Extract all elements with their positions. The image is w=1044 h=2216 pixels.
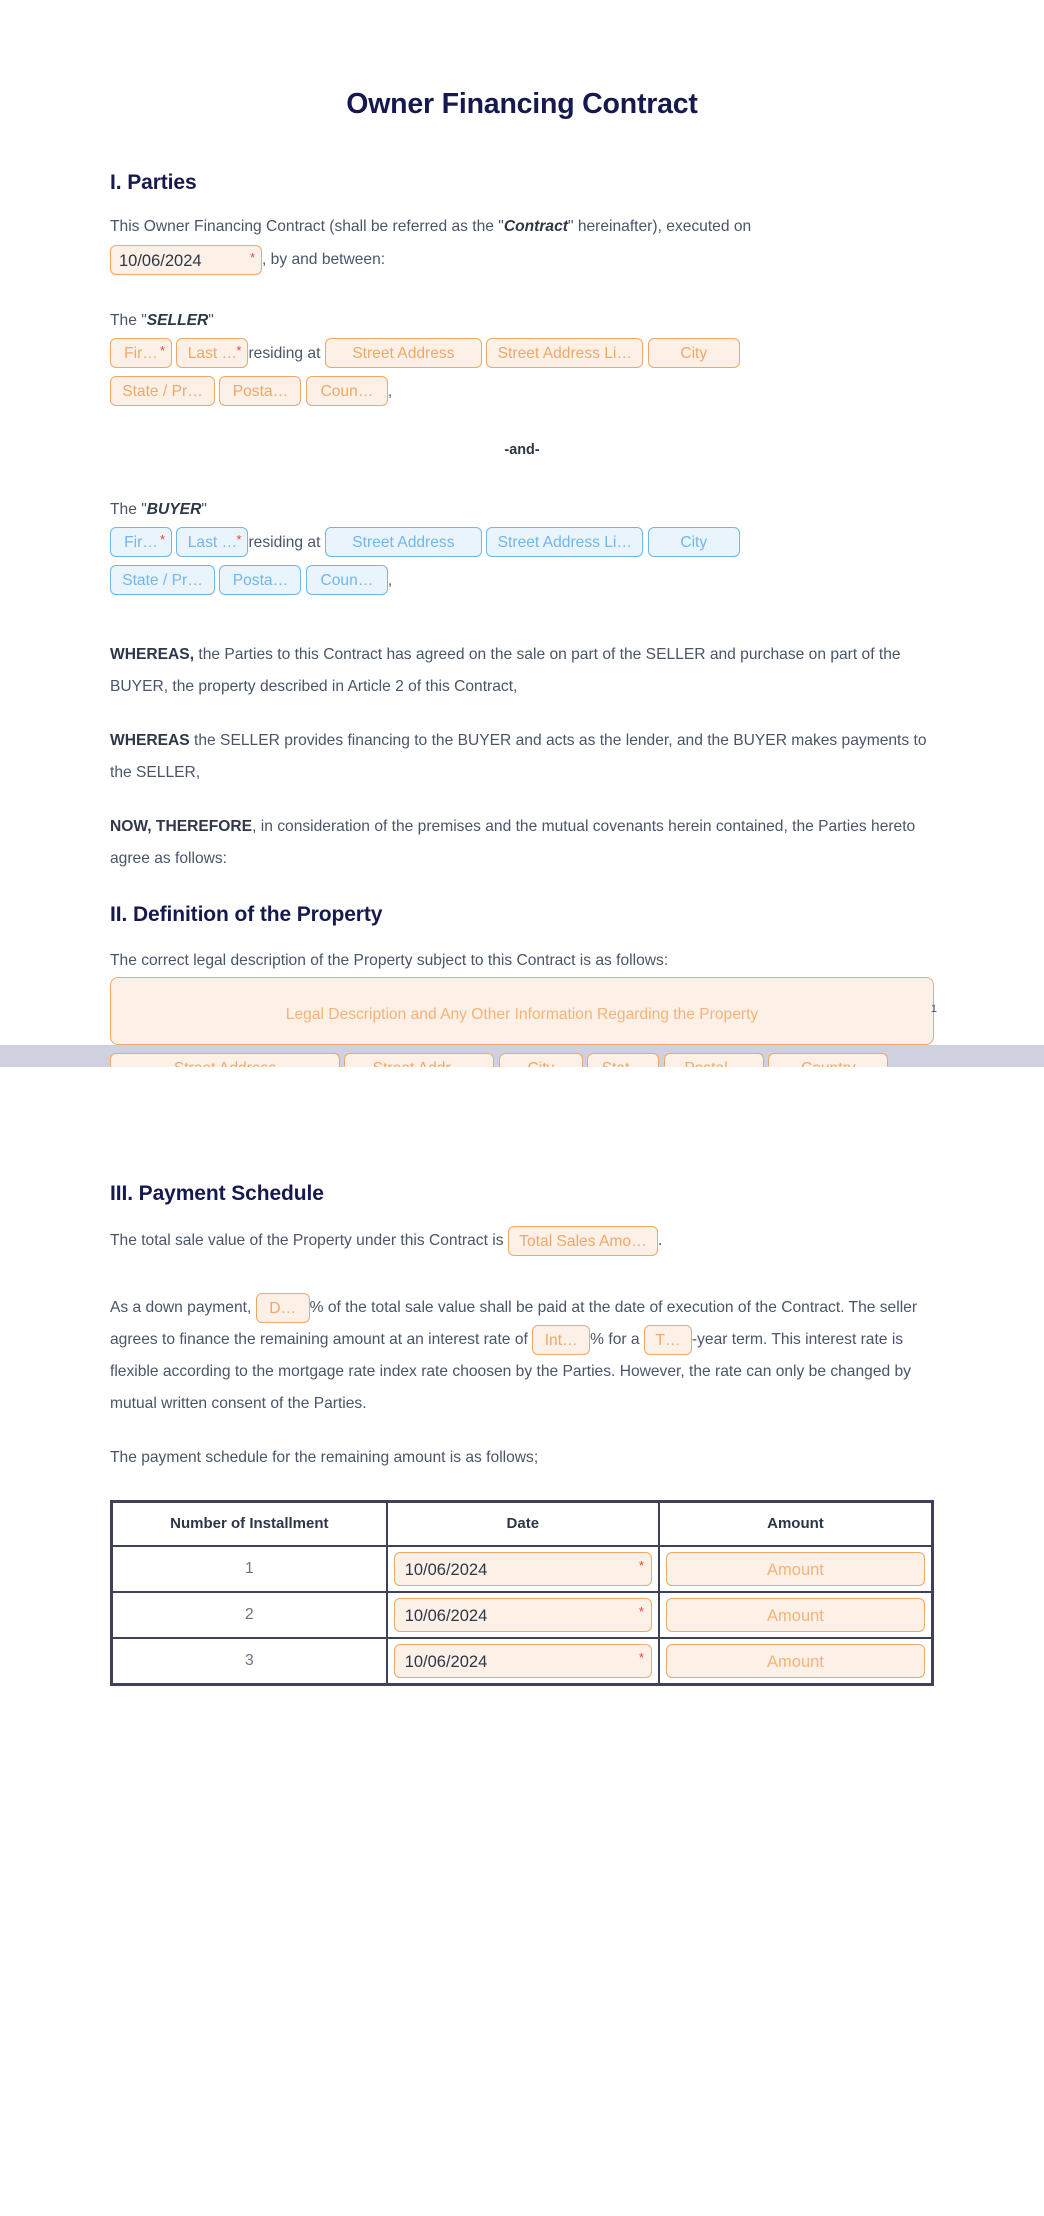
intro-suffix-text: " hereinafter), executed on (567, 218, 752, 235)
buyer-trailing-comma: , (387, 571, 393, 589)
section-heading-payment: III. Payment Schedule (110, 1182, 324, 1205)
total-sales-amount-field[interactable]: Total Sales Amo… (508, 1226, 658, 1256)
buyer-label-suffix: " (201, 501, 207, 519)
buyer-city-field[interactable]: City (648, 527, 740, 557)
total-sale-prefix-text: The total sale value of the Property under this Contract is (110, 1232, 504, 1250)
seller-trailing-comma: , (387, 382, 393, 400)
seller-label (110, 309, 934, 333)
seller-last-name-field[interactable] (176, 338, 248, 368)
contract-term-emphasis: Contract (503, 218, 568, 235)
down-payment-prefix-text: As a down payment, (110, 1299, 252, 1316)
seller-first-name-placeholder: Fir… (124, 345, 158, 363)
installment-amount-cell (659, 1592, 932, 1638)
therefore-text: , in consideration of the premises and the mutual covenants herein contained, the Parties hereto agree as follows: (110, 818, 916, 868)
whereas-1-keyword: WHEREAS, (110, 646, 195, 664)
table-row (112, 1638, 932, 1684)
therefore-keyword: NOW, THEREFORE (110, 818, 253, 836)
document-page-1 (0, 0, 1044, 1045)
seller-label-suffix: " (208, 312, 214, 330)
installment-amount-cell (659, 1546, 932, 1592)
interest-mid-text: % for a (590, 1330, 640, 1348)
installment-amount-field[interactable]: Amount (666, 1552, 925, 1586)
legal-description-textarea[interactable]: Legal Description and Any Other Information Regarding the Property (110, 977, 934, 1045)
document-page-2 (0, 1067, 1044, 2216)
and-separator: -and- (504, 442, 540, 459)
schedule-intro-text: The payment schedule for the remaining amount is as follows; (110, 1448, 539, 1466)
buyer-last-name-field[interactable] (176, 527, 248, 557)
interest-rate-field[interactable]: Int… (532, 1325, 590, 1355)
down-payment-mid-text: % of the total sale value shall be paid at the date of execution of the Contract. The seller agrees to finance the remaining amount at an interest rate of (110, 1299, 918, 1348)
installment-amount-cell (659, 1638, 932, 1684)
installment-amount-field[interactable]: Amount (666, 1598, 925, 1632)
installment-date-field[interactable] (394, 1644, 652, 1678)
buyer-label (110, 498, 934, 522)
required-asterisk: * (236, 532, 242, 548)
intro-prefix-text: This Owner Financing Contract (shall be referred as the " (110, 218, 504, 235)
term-suffix-text: -year term. This interest rate is flexible according to the mortgage rate index rate choosen by the Parties. However, the rate can only be changed by mutual written consent of the Parties. (110, 1330, 911, 1412)
execution-date-field[interactable] (110, 245, 262, 275)
required-asterisk: * (159, 343, 165, 359)
seller-street-address-field[interactable]: Street Address (325, 338, 482, 368)
installment-amount-field[interactable]: Amount (666, 1644, 925, 1678)
seller-city-field[interactable]: City (648, 338, 740, 368)
recital-whereas-2 (110, 725, 934, 789)
buyer-state-field[interactable]: State / Pr… (110, 565, 215, 595)
down-payment-percent-field[interactable]: D… (256, 1293, 310, 1323)
required-asterisk: * (638, 1603, 644, 1619)
installment-number: 3 (112, 1638, 387, 1684)
installment-date-value: 10/06/2024 (404, 1560, 488, 1579)
total-sale-suffix-text: . (657, 1232, 663, 1250)
buyer-label-prefix: The " (110, 501, 147, 519)
buyer-postal-field[interactable]: Posta… (219, 565, 301, 595)
required-asterisk: * (638, 1557, 644, 1573)
table-row (112, 1546, 932, 1592)
buyer-street-address-field[interactable]: Street Address (325, 527, 482, 557)
recital-now-therefore (110, 811, 934, 875)
section-heading-parties: I. Parties (110, 171, 197, 194)
seller-street-address-line2-field[interactable]: Street Address Li… (486, 338, 643, 368)
installment-date-field[interactable] (394, 1598, 652, 1632)
recital-whereas-1 (110, 639, 934, 703)
down-payment-paragraph (110, 1292, 934, 1420)
term-years-field[interactable]: T… (644, 1325, 692, 1355)
installment-date-value: 10/06/2024 (404, 1606, 488, 1625)
installment-date-cell (387, 1638, 659, 1684)
seller-country-field[interactable]: Coun… (306, 376, 388, 406)
parties-intro-paragraph (110, 215, 934, 239)
required-asterisk: * (159, 532, 165, 548)
installment-date-cell (387, 1592, 659, 1638)
buyer-word: BUYER (146, 501, 202, 519)
required-asterisk: * (638, 1649, 644, 1665)
seller-label-prefix: The " (110, 312, 147, 330)
column-header-amount: Amount (659, 1502, 932, 1546)
installment-number: 1 (112, 1546, 387, 1592)
buyer-first-name-field[interactable] (110, 527, 172, 557)
buyer-country-field[interactable]: Coun… (306, 565, 388, 595)
payment-schedule-table (110, 1500, 934, 1686)
section-heading-property: II. Definition of the Property (110, 903, 383, 927)
installment-date-cell (387, 1546, 659, 1592)
after-date-text: , by and between: (262, 251, 386, 269)
page-title: Owner Financing Contract (346, 88, 698, 120)
seller-word: SELLER (146, 312, 209, 330)
buyer-street-address-line2-field[interactable]: Street Address Li… (486, 527, 643, 557)
seller-residing-at-text: residing at (248, 344, 321, 362)
whereas-1-text: the Parties to this Contract has agreed on the sale on part of the SELLER and purchase on part of the BUYER, the property described in Article 2 of this Contract, (110, 646, 901, 696)
buyer-residing-at-text: residing at (248, 533, 321, 551)
buyer-first-name-placeholder: Fir… (124, 534, 158, 552)
seller-postal-field[interactable]: Posta… (219, 376, 301, 406)
installment-date-value: 10/06/2024 (404, 1652, 488, 1671)
table-header-row (112, 1502, 932, 1546)
installment-number: 2 (112, 1592, 387, 1638)
column-header-installment: Number of Installment (112, 1502, 387, 1546)
column-header-date: Date (387, 1502, 659, 1546)
installment-date-field[interactable] (394, 1552, 652, 1586)
buyer-last-name-placeholder: Last … (187, 534, 238, 552)
table-row (112, 1592, 932, 1638)
seller-last-name-placeholder: Last … (187, 345, 238, 363)
page-number: 1 (930, 1003, 937, 1015)
property-intro-text: The correct legal description of the Property subject to this Contract is as follows: (110, 952, 669, 970)
whereas-2-text: the SELLER provides financing to the BUYER and acts as the lender, and the BUYER makes payments to the SELLER, (110, 732, 927, 782)
seller-state-field[interactable]: State / Pr… (110, 376, 215, 406)
seller-first-name-field[interactable] (110, 338, 172, 368)
required-asterisk: * (249, 250, 255, 266)
required-asterisk: * (236, 343, 242, 359)
execution-date-value: 10/06/2024 (119, 252, 202, 271)
whereas-2-keyword: WHEREAS (110, 732, 190, 750)
